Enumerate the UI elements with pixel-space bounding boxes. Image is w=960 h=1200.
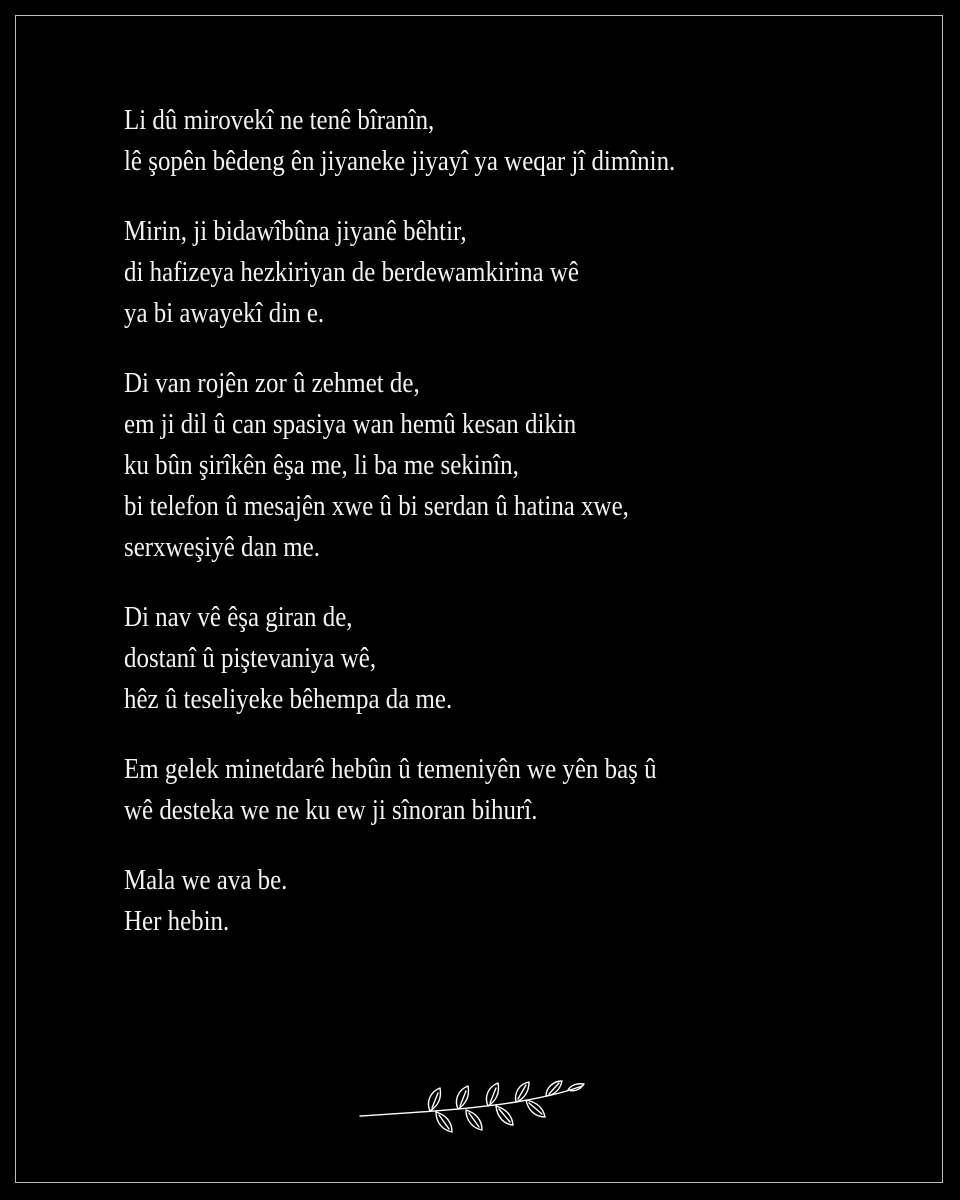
poem-line: Mirin, ji bidawîbûna jiyanê bêhtir,	[124, 215, 467, 247]
poem-line: Mala we ava be.	[124, 864, 288, 896]
stanza-6	[124, 860, 778, 942]
poem-line: hêz û teseliyeke bêhempa da me.	[124, 683, 453, 715]
olive-branch-icon	[356, 1080, 588, 1142]
stanza-3	[124, 363, 778, 568]
stanza-5	[124, 749, 778, 831]
poem-line: di hafizeya hezkiriyan de berdewamkirina wê	[124, 256, 579, 288]
poem-line: em ji dil û can spasiya wan hemû kesan dikin	[124, 408, 577, 440]
poem-line: ku bûn şirîkên êşa me, li ba me sekinîn,	[124, 449, 519, 481]
stanza-1	[124, 100, 778, 182]
poem-line: ya bi awayekî din e.	[124, 297, 325, 329]
stanza-2	[124, 211, 778, 334]
poem-line: Di nav vê êşa giran de,	[124, 601, 353, 633]
poem-line: Her hebin.	[124, 905, 230, 937]
condolence-poem	[124, 100, 778, 971]
poem-line: wê desteka we ne ku ew ji sînoran bihurî.	[124, 794, 538, 826]
poem-line: lê şopên bêdeng ên jiyaneke jiyayî ya weqar jî dimînin.	[124, 145, 676, 177]
poem-line: Em gelek minetdarê hebûn û temeniyên we yên baş û	[124, 753, 657, 785]
poem-line: dostanî û piştevaniya wê,	[124, 642, 377, 674]
poem-line: bi telefon û mesajên xwe û bi serdan û hatina xwe,	[124, 490, 629, 522]
poem-line: Li dû mirovekî ne tenê bîranîn,	[124, 104, 435, 136]
poem-line: serxweşiyê dan me.	[124, 531, 320, 563]
poem-line: Di van rojên zor û zehmet de,	[124, 367, 420, 399]
stanza-4	[124, 597, 778, 720]
